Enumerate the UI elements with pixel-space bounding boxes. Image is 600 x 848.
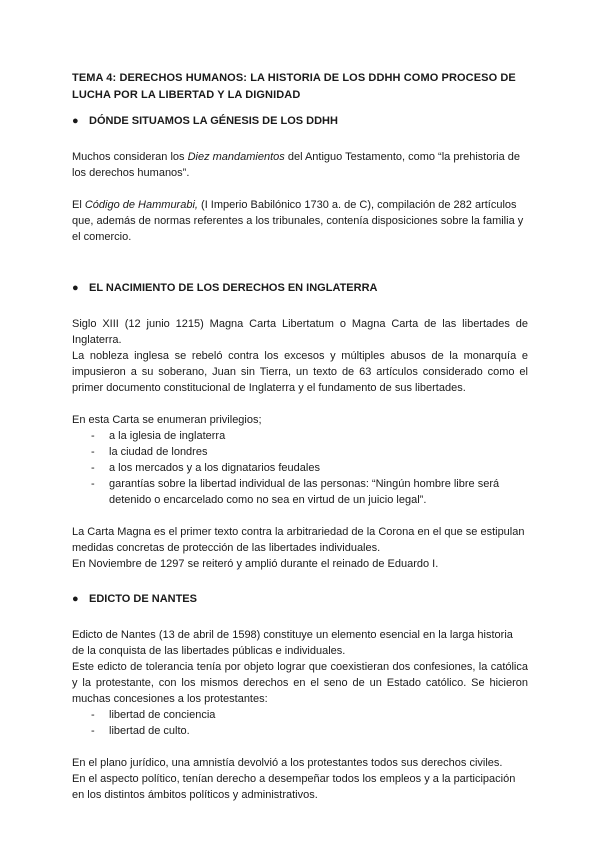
section-heading-text: EDICTO DE NANTES <box>89 593 197 605</box>
paragraph-emphasis: Código de Hammurabi, <box>84 199 198 211</box>
list-item <box>72 476 528 508</box>
paragraph <box>72 149 528 181</box>
list-item-text: libertad de conciencia <box>109 709 216 721</box>
section-heading-nantes <box>72 591 528 608</box>
paragraph: En esta Carta se enumeran privilegios; <box>72 414 262 426</box>
paragraph: En el plano jurídico, una amnistía devolvió a los protestantes todos sus derechos civiles. <box>72 757 503 769</box>
paragraph: Edicto de Nantes (13 de abril de 1598) constituye un elemento esencial en la larga historia de la conquista de las libertades públicas e individuales. <box>72 629 513 657</box>
section-heading-text: DÓNDE SITUAMOS LA GÉNESIS DE LOS DDHH <box>89 115 338 127</box>
paragraph-text: (I Imperio Babilónico 1730 a. de C), compilación de 282 artículos que, además de normas referentes a los tribunales, contenía disposiciones sobre la familia y el comercio. <box>72 199 524 243</box>
list-item <box>72 723 528 739</box>
list-item-text: libertad de culto. <box>109 725 190 737</box>
concessions-list <box>72 707 528 739</box>
paragraph-text: El <box>72 199 85 211</box>
list-item-text: a la iglesia de inglaterra <box>109 430 226 442</box>
list-item-text: la ciudad de londres <box>109 446 208 458</box>
list-item-text: garantías sobre la libertad individual de las personas: “Ningún hombre libre será detenido o encarcelado como no sea en virtud de un juicio legal”. <box>109 478 500 506</box>
bullet-icon: ● <box>72 282 79 294</box>
paragraph: En el aspecto político, tenían derecho a desempeñar todos los empleos y a la participación en los distintos ámbitos políticos y administrativos. <box>72 773 516 801</box>
dash-icon: - <box>91 446 95 458</box>
dash-icon: - <box>91 478 95 490</box>
paragraph: La nobleza inglesa se rebeló contra los excesos y múltiples abusos de la monarquía e impusieron a su soberano, Juan sin Tierra, un texto de 63 artículos considerado como el primer documento constitucional de Inglaterra y el fundamento de sus libertades. <box>72 350 528 394</box>
paragraph: La Carta Magna es el primer texto contra la arbitrariedad de la Corona en el que se estipulan medidas concretas de protección de las libertades individuales. <box>72 526 525 554</box>
list-item <box>72 460 528 476</box>
list-item <box>72 707 528 723</box>
document-page <box>72 70 528 803</box>
paragraph <box>72 197 528 245</box>
section-heading-genesis <box>72 113 528 130</box>
dash-icon: - <box>91 725 95 737</box>
bullet-icon: ● <box>72 593 79 605</box>
list-item-text: a los mercados y a los dignatarios feudales <box>109 462 320 474</box>
dash-icon: - <box>91 462 95 474</box>
bullet-icon: ● <box>72 115 79 127</box>
section-heading-text: EL NACIMIENTO DE LOS DERECHOS EN INGLATERRA <box>89 282 378 294</box>
paragraph: En Noviembre de 1297 se reiteró y amplió durante el reinado de Eduardo I. <box>72 558 439 570</box>
list-item <box>72 444 528 460</box>
document-title: TEMA 4: DERECHOS HUMANOS: LA HISTORIA DE LOS DDHH COMO PROCESO DE LUCHA POR LA LIBERTAD Y LA DIGNIDAD <box>72 72 516 101</box>
section-heading-inglaterra <box>72 280 528 297</box>
dash-icon: - <box>91 430 95 442</box>
paragraph-text: del Antiguo Testamento, como “la prehistoria de los derechos humanos”. <box>72 151 520 179</box>
list-item <box>72 428 528 444</box>
paragraph: Siglo XIII (12 junio 1215) Magna Carta Libertatum o Magna Carta de las libertades de Inglaterra. <box>72 318 528 346</box>
paragraph-emphasis: Diez mandamientos <box>187 151 285 163</box>
paragraph: Este edicto de tolerancia tenía por objeto lograr que coexistieran dos confesiones, la católica y la protestante, con los mismos derechos en el seno de un Estado católico. Se hicieron muchas concesiones a los protestantes: <box>72 661 528 705</box>
paragraph-text: Muchos consideran los <box>72 151 188 163</box>
dash-icon: - <box>91 709 95 721</box>
privileges-list <box>72 428 528 508</box>
